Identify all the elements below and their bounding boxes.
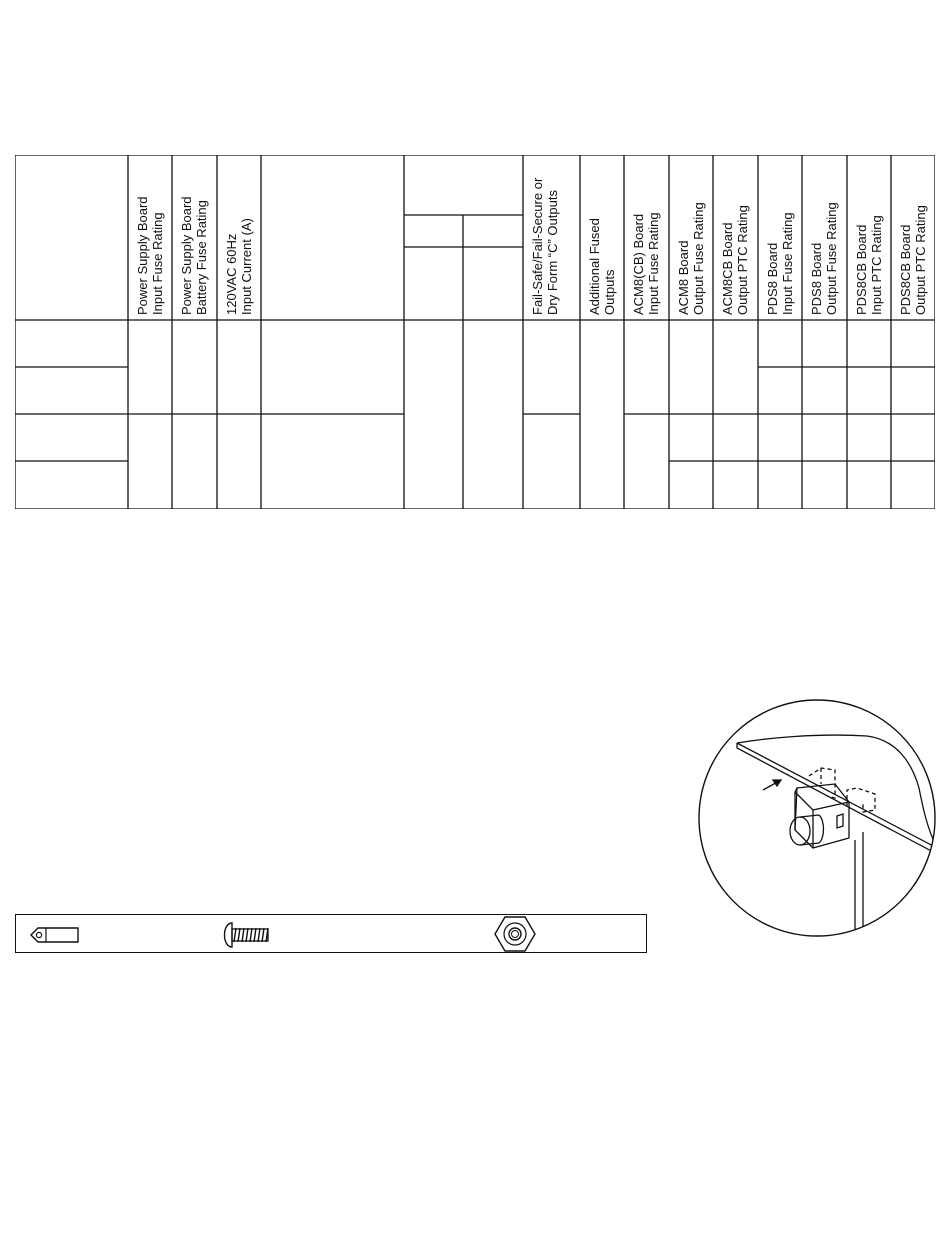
- header-line: Input Fuse Rating: [150, 212, 165, 315]
- header-line: Input Current (A): [239, 218, 254, 315]
- header-line: Output PTC Rating: [735, 205, 750, 315]
- header-line: ACM8CB Board: [720, 222, 735, 315]
- header-line: PDS8 Board: [765, 242, 780, 315]
- header-line: 120VAC 60Hz: [224, 233, 239, 315]
- header-pds8cb-output-ptc: [898, 205, 928, 315]
- header-line: Power Supply Board: [135, 196, 150, 315]
- header-acm8-output-fuse: [676, 202, 706, 315]
- header-outputs-type: [530, 177, 560, 315]
- header-line: PDS8CB Board: [898, 224, 913, 315]
- hardware-legend: [15, 914, 647, 953]
- screw-icon: [219, 915, 277, 953]
- header-psb-battery-fuse: [179, 196, 209, 315]
- header-line: Input PTC Rating: [869, 215, 884, 315]
- standoff-icon: [28, 915, 84, 953]
- header-line: Dry Form “C” Outputs: [545, 190, 560, 315]
- header-line: Output PTC Rating: [913, 205, 928, 315]
- header-line: Outputs: [602, 269, 617, 315]
- header-pds8cb-input-ptc: [854, 215, 884, 315]
- header-line: Input Fuse Rating: [646, 212, 661, 315]
- board-standoff-detail-icon: [697, 698, 937, 938]
- header-line: PDS8CB Board: [854, 224, 869, 315]
- header-line: Fail-Safe/Fail-Secure or: [530, 177, 545, 315]
- header-line: ACM8 Board: [676, 240, 691, 315]
- header-line: Output Fuse Rating: [691, 202, 706, 315]
- header-additional-fused-outputs: [587, 218, 617, 315]
- header-line: Battery Fuse Rating: [194, 200, 209, 315]
- header-line: Input Fuse Rating: [780, 212, 795, 315]
- header-psb-input-fuse: [135, 196, 165, 315]
- header-line: Additional Fused: [587, 218, 602, 315]
- header-input-current: [224, 218, 254, 315]
- header-line: Power Supply Board: [179, 196, 194, 315]
- header-acm8cb-input-fuse: [631, 212, 661, 315]
- header-line: Output Fuse Rating: [824, 202, 839, 315]
- header-pds8-input-fuse: [765, 212, 795, 315]
- hex-nut-icon: [493, 915, 537, 953]
- header-line: PDS8 Board: [809, 242, 824, 315]
- header-acm8cb-output-ptc: [720, 205, 750, 315]
- header-pds8-output-fuse: [809, 202, 839, 315]
- header-line: ACM8(CB) Board: [631, 213, 646, 315]
- spec-table: [15, 155, 935, 509]
